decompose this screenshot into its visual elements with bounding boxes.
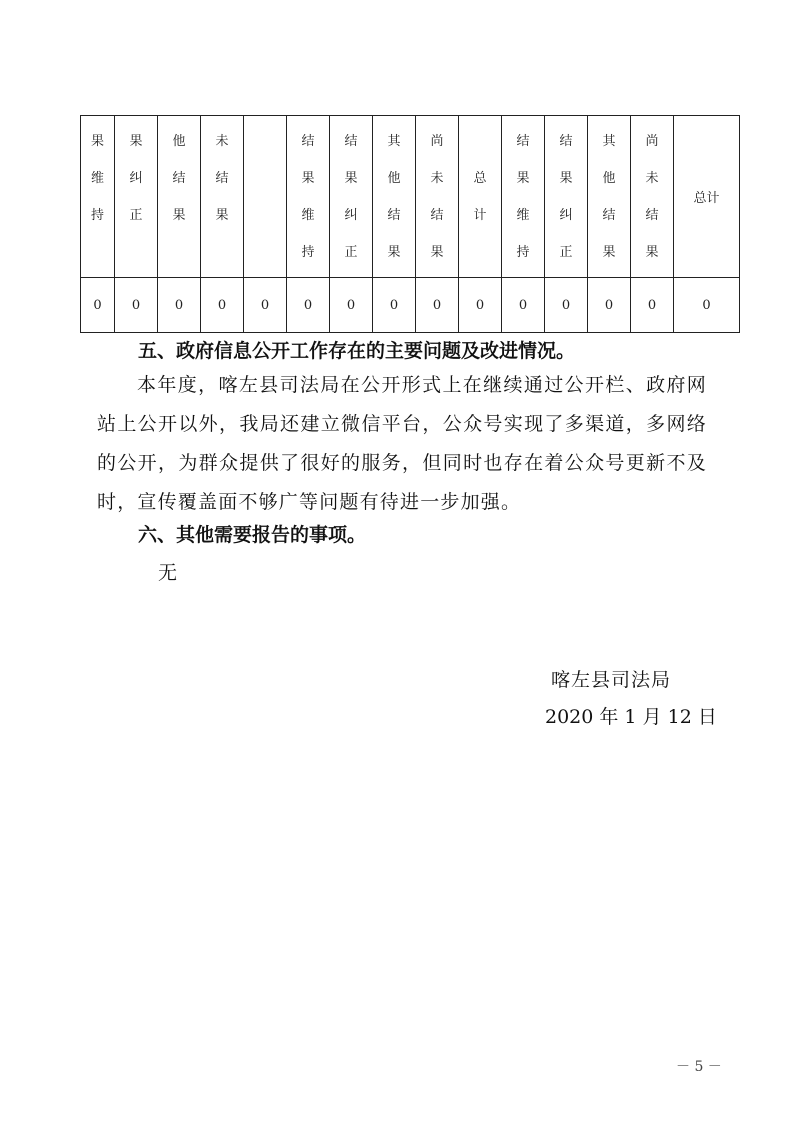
header-cell: 尚 未 结 果: [416, 116, 459, 278]
value-cell: 0: [502, 278, 545, 333]
signature-org: 喀左县司法局: [551, 669, 672, 691]
value-cell: 0: [81, 278, 115, 333]
header-cell: 结 果 维 持: [502, 116, 545, 278]
header-cell: 果 纠 正: [115, 116, 158, 278]
value-cell: 0: [373, 278, 416, 333]
value-cell: 0: [545, 278, 588, 333]
section6-body: 无: [158, 562, 178, 584]
signature-date: 2020 年 1 月 12 日: [545, 706, 717, 728]
section5-body: 本年度，喀左县司法局在公开形式上在继续通过公开栏、政府网站上公开以外，我局还建立微信平台，公众号实现了多渠道，多网络的公开，为群众提供了很好的服务，但同时也存在着公众号更新不及时，宣传覆盖面不够广等问题有待进一步加强。: [97, 374, 707, 513]
header-cell: 果 维 持: [81, 116, 115, 278]
section6-heading: 六、其他需要报告的事项。: [138, 524, 367, 546]
table-row: [81, 278, 740, 333]
statistics-table: [80, 115, 740, 333]
header-cell: 结 果 纠 正: [545, 116, 588, 278]
section5-heading: 五、政府信息公开工作存在的主要问题及改进情况。: [138, 340, 576, 362]
value-cell: 0: [158, 278, 201, 333]
header-cell: 未 结 果: [201, 116, 244, 278]
value-cell: 0: [631, 278, 674, 333]
value-cell: 0: [459, 278, 502, 333]
header-cell: 结 果 纠 正: [330, 116, 373, 278]
header-cell: 其 他 结 果: [588, 116, 631, 278]
header-cell: 结 果 维 持: [287, 116, 330, 278]
table-header-row: [81, 116, 740, 278]
value-cell: 0: [287, 278, 330, 333]
header-cell: 总 计: [459, 116, 502, 278]
value-cell: 0: [416, 278, 459, 333]
header-cell-total: 总计: [674, 116, 740, 278]
value-cell: 0: [588, 278, 631, 333]
header-cell-empty: [244, 116, 287, 278]
value-cell: 0: [201, 278, 244, 333]
header-cell: 尚 未 结 果: [631, 116, 674, 278]
value-cell: 0: [674, 278, 740, 333]
header-cell: 他 结 果: [158, 116, 201, 278]
value-cell: 0: [115, 278, 158, 333]
header-cell: 其 他 结 果: [373, 116, 416, 278]
page-number: － 5 －: [676, 1059, 722, 1075]
value-cell: 0: [244, 278, 287, 333]
value-cell: 0: [330, 278, 373, 333]
